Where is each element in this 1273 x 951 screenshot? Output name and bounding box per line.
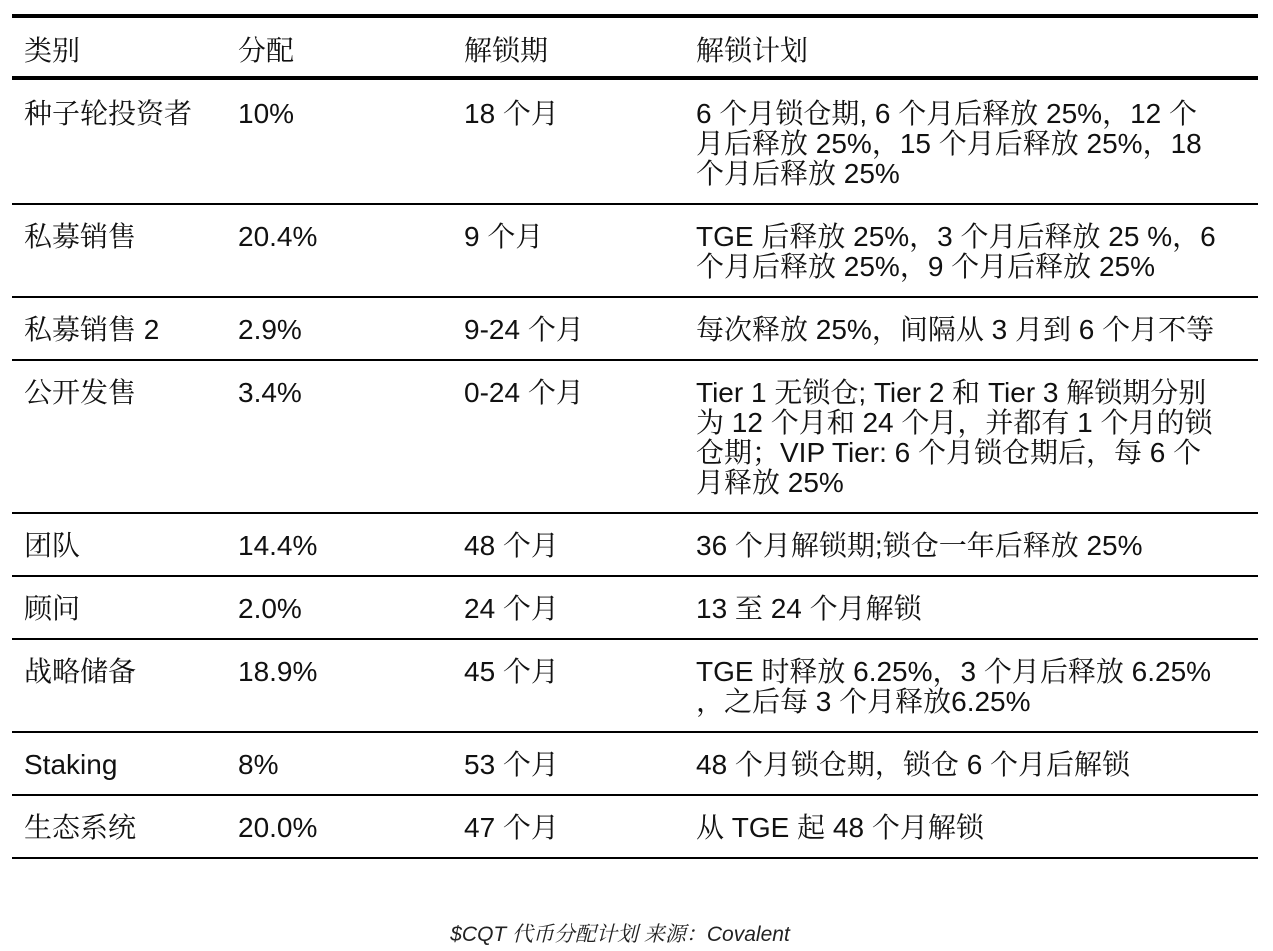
cell-category: 团队 (12, 513, 226, 576)
table-row (12, 576, 1258, 639)
table-row (12, 360, 1258, 513)
cell-unlock-plan: TGE 时释放 6.25%，3 个月后释放 6.25% ，之后每 3 个月释放6.25% (684, 639, 1258, 732)
cell-unlock-period: 18 个月 (452, 78, 684, 204)
table-row (12, 297, 1258, 360)
cell-category: 私募销售 (12, 204, 226, 297)
cell-category: 战略储备 (12, 639, 226, 732)
cell-allocation: 20.4% (226, 204, 452, 297)
table-body (12, 78, 1258, 858)
cell-unlock-period: 9-24 个月 (452, 297, 684, 360)
table-row (12, 204, 1258, 297)
cell-unlock-period: 0-24 个月 (452, 360, 684, 513)
cell-unlock-period: 9 个月 (452, 204, 684, 297)
token-allocation-table (12, 14, 1258, 859)
header-allocation: 分配 (226, 16, 452, 78)
cell-allocation: 3.4% (226, 360, 452, 513)
cell-unlock-plan: 从 TGE 起 48 个月解锁 (684, 795, 1258, 858)
table-row (12, 78, 1258, 204)
token-allocation-table-wrapper (12, 14, 1258, 859)
cell-unlock-period: 47 个月 (452, 795, 684, 858)
table-row (12, 795, 1258, 858)
table-header (12, 16, 1258, 78)
cell-unlock-period: 24 个月 (452, 576, 684, 639)
table-row (12, 639, 1258, 732)
cell-allocation: 8% (226, 732, 452, 795)
cell-allocation: 20.0% (226, 795, 452, 858)
cell-allocation: 14.4% (226, 513, 452, 576)
cell-category: Staking (12, 732, 226, 795)
cell-unlock-plan: 6 个月锁仓期, 6 个月后释放 25%，12 个 月后释放 25%，15 个月后释放 25%，18 个月后释放 25% (684, 78, 1258, 204)
cell-unlock-plan: Tier 1 无锁仓; Tier 2 和 Tier 3 解锁期分别 为 12 个月和 24 个月，并都有 1 个月的锁 仓期；VIP Tier: 6 个月锁仓期后，每 6 个 月释放 25% (684, 360, 1258, 513)
header-category: 类别 (12, 16, 226, 78)
header-unlock-plan: 解锁计划 (684, 16, 1258, 78)
cell-category: 公开发售 (12, 360, 226, 513)
cell-allocation: 2.9% (226, 297, 452, 360)
header-row (12, 16, 1258, 78)
cell-unlock-plan: 48 个月锁仓期，锁仓 6 个月后解锁 (684, 732, 1258, 795)
cell-category: 生态系统 (12, 795, 226, 858)
table-row (12, 513, 1258, 576)
cell-category: 私募销售 2 (12, 297, 226, 360)
header-unlock-period: 解锁期 (452, 16, 684, 78)
cell-unlock-period: 45 个月 (452, 639, 684, 732)
cell-category: 顾问 (12, 576, 226, 639)
table-caption: $CQT 代币分配计划 来源：Covalent (450, 923, 790, 946)
cell-allocation: 10% (226, 78, 452, 204)
cell-allocation: 18.9% (226, 639, 452, 732)
cell-allocation: 2.0% (226, 576, 452, 639)
cell-unlock-plan: 每次释放 25%，间隔从 3 月到 6 个月不等 (684, 297, 1258, 360)
cell-unlock-period: 53 个月 (452, 732, 684, 795)
cell-category: 种子轮投资者 (12, 78, 226, 204)
cell-unlock-period: 48 个月 (452, 513, 684, 576)
table-row (12, 732, 1258, 795)
cell-unlock-plan: 36 个月解锁期;锁仓一年后释放 25% (684, 513, 1258, 576)
cell-unlock-plan: 13 至 24 个月解锁 (684, 576, 1258, 639)
cell-unlock-plan: TGE 后释放 25%，3 个月后释放 25 %，6 个月后释放 25%，9 个月后释放 25% (684, 204, 1258, 297)
